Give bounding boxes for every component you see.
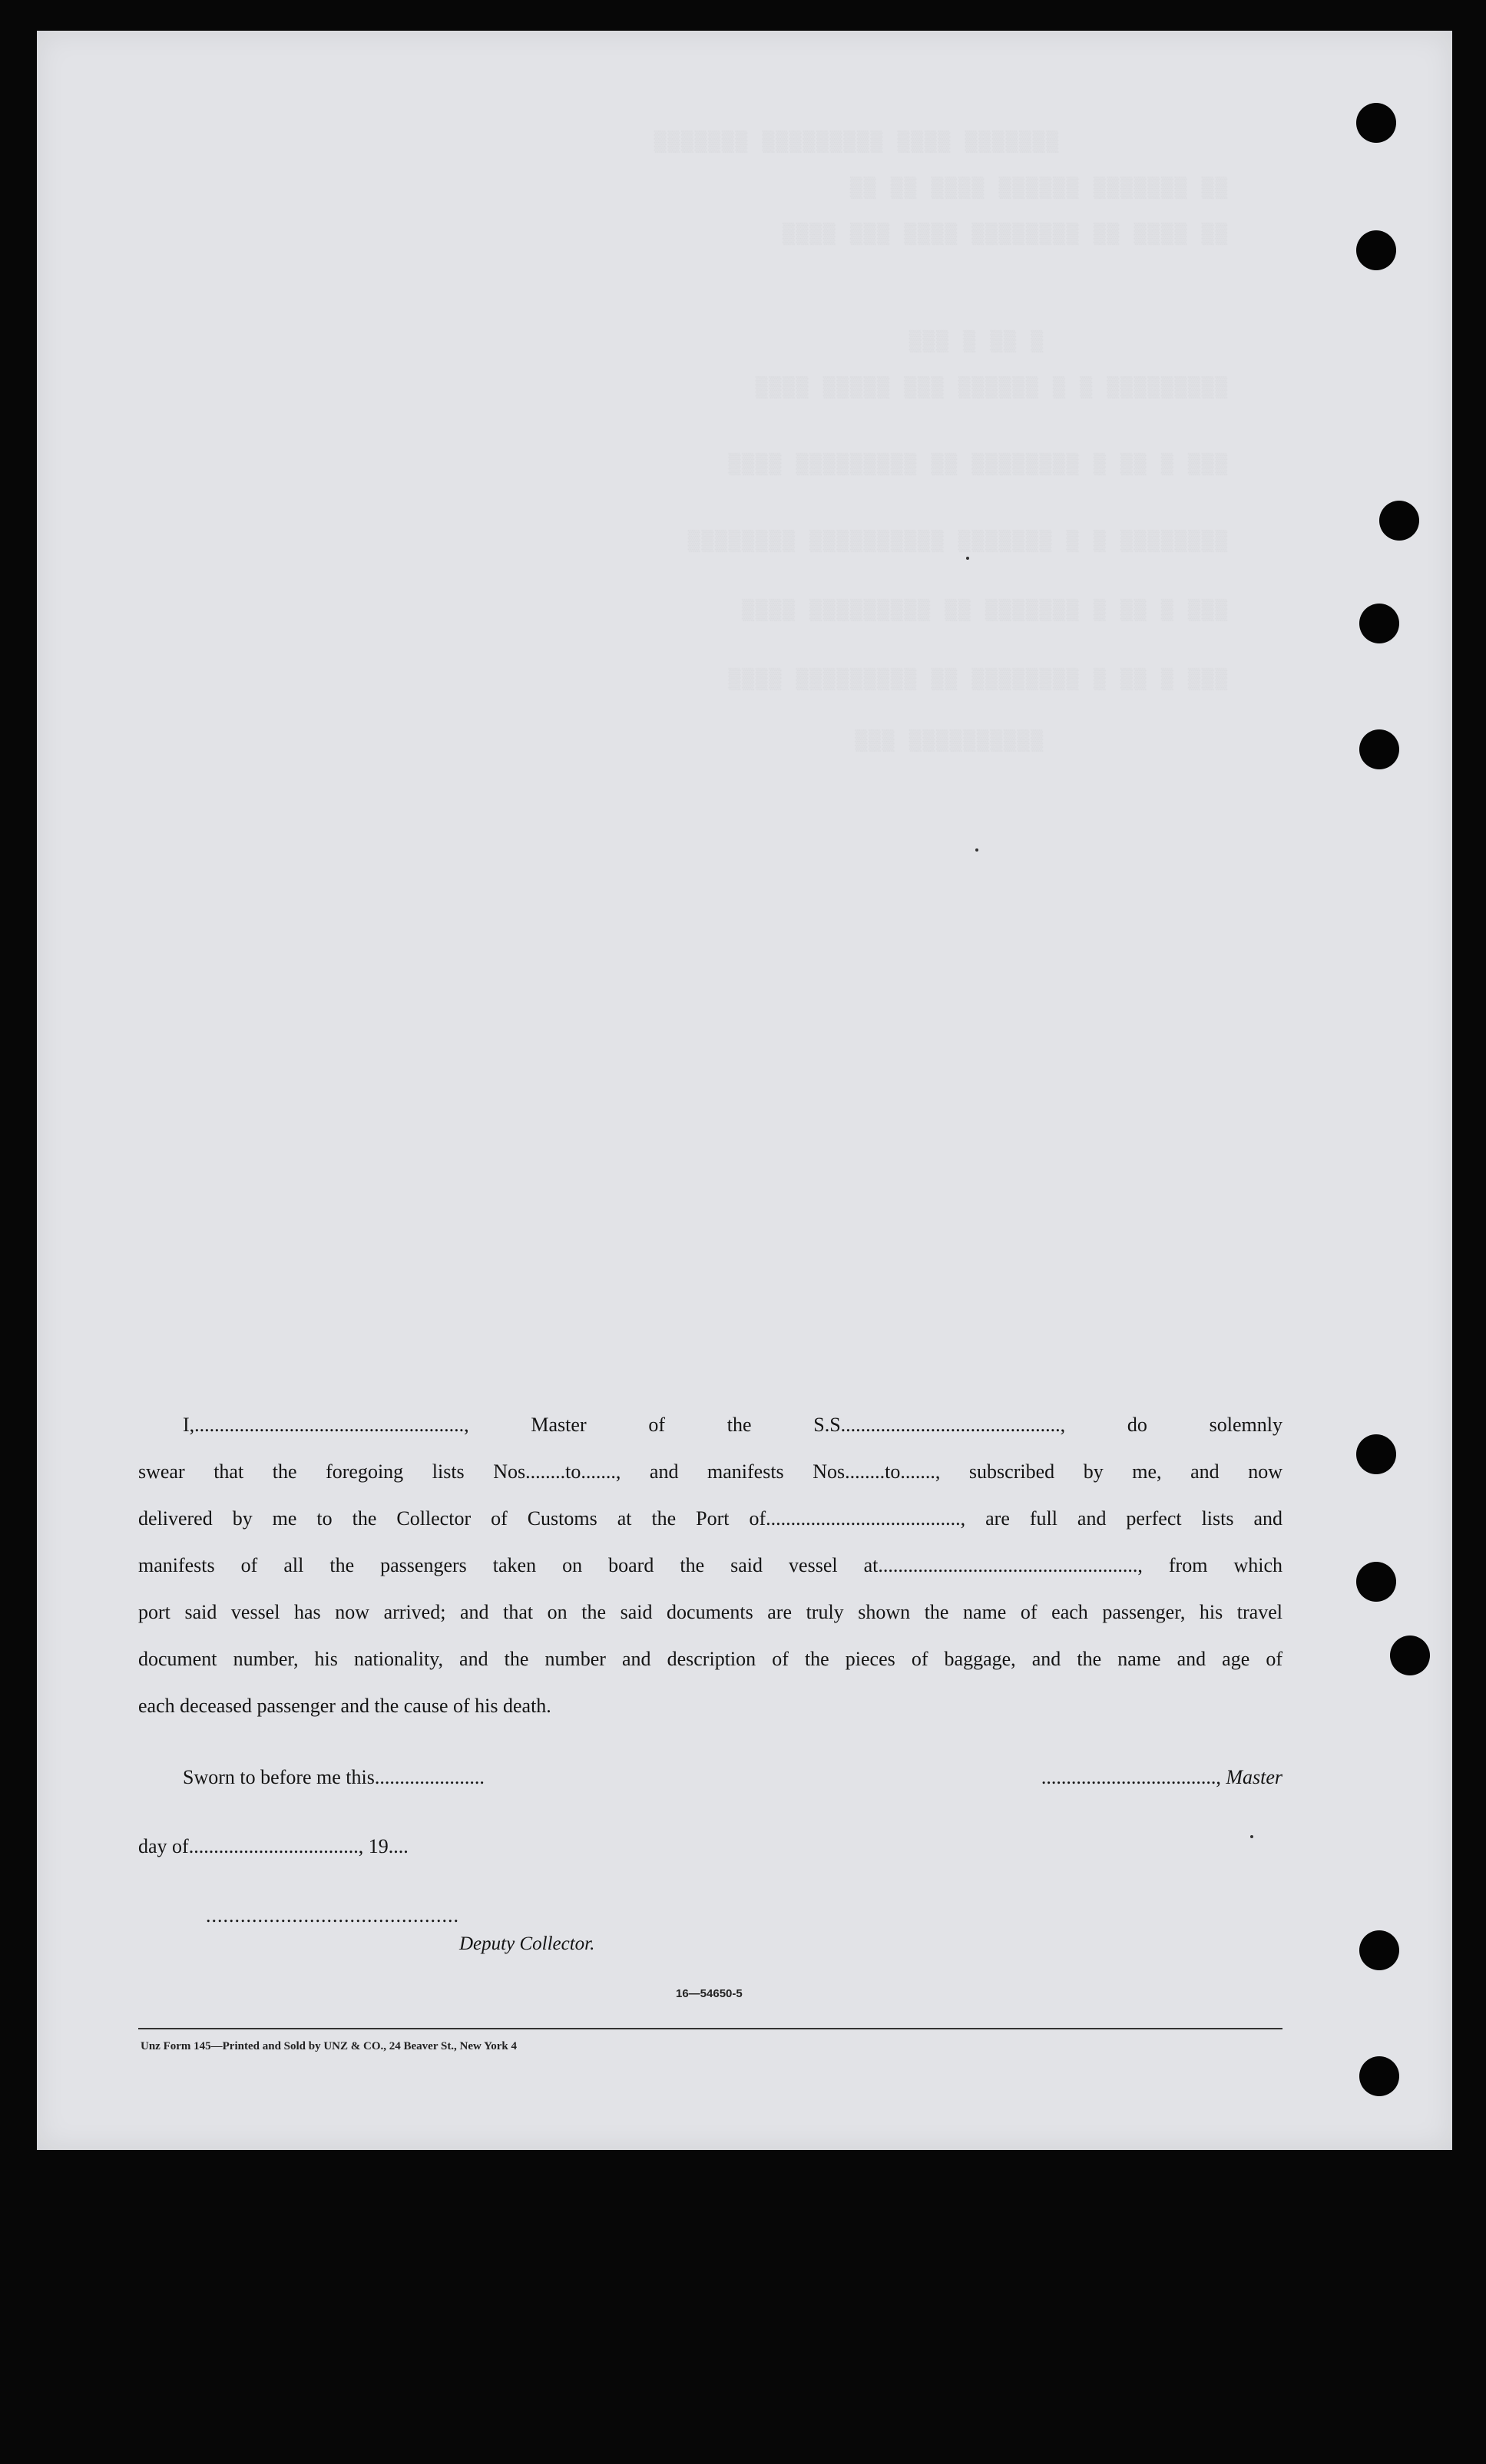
binder-hole (1359, 2056, 1399, 2096)
binder-hole (1359, 1930, 1399, 1970)
deputy-collector-label: Deputy Collector. (459, 1933, 595, 1954)
binder-hole (1356, 230, 1396, 270)
oath-line: each deceased passenger and the cause of his death. (138, 1695, 551, 1717)
binder-hole (1356, 1562, 1396, 1602)
form-code: 16—54650-5 (676, 1987, 743, 2000)
oath-line: port said vessel has now arrived; and that on the said documents are truly shown the name of each passenger, his travel (138, 1601, 1282, 1623)
binder-hole (1356, 1434, 1396, 1474)
oath-line: swear that the foregoing lists Nos........to......., and manifests Nos........to......., subscribed by me, and now (138, 1460, 1282, 1483)
divider (138, 2028, 1282, 2029)
master-signature-dots: ..................................., (1041, 1766, 1226, 1788)
sworn-row (138, 1766, 1282, 1804)
deputy-signature-line: ............................................ (206, 1904, 459, 1927)
binder-hole (1356, 103, 1396, 143)
binder-hole (1359, 729, 1399, 769)
binder-hole (1379, 501, 1419, 541)
document-page (37, 31, 1452, 2150)
sworn-statement: Sworn to before me this...................... (183, 1766, 485, 1788)
oath-paragraph (138, 1401, 1282, 1729)
printer-imprint: Unz Form 145—Printed and Sold by UNZ & CO., 24 Beaver St., New York 4 (141, 2040, 517, 2052)
oath-line: document number, his nationality, and the number and description of the pieces of baggage, and the name and age of (138, 1648, 1282, 1670)
oath-line: delivered by me to the Collector of Customs at the Port of......................................., are full and perfect lists and (138, 1507, 1282, 1530)
binder-hole (1390, 1636, 1430, 1675)
master-label: Master (1226, 1766, 1282, 1788)
oath-line: I,......................................................, Master of the S.S............................................, do solemnly (183, 1414, 1282, 1436)
day-line: day of.................................., 19.... (138, 1835, 409, 1857)
oath-line: manifests of all the passengers taken on board the said vessel at...................................................., from which (138, 1554, 1282, 1576)
binder-hole (1359, 604, 1399, 643)
master-signature-line (1041, 1766, 1282, 1789)
bleed-through-text: ▒▒▒▒▒▒▒ ▒▒▒▒ ▒▒▒▒▒▒▒▒▒ ▒▒▒▒▒▒▒ ▒▒ ▒▒▒▒▒▒▒ ▒▒▒▒▒▒ ▒▒▒▒ ▒▒ ▒▒ ▒▒ ▒▒▒▒ ▒▒ ▒▒▒▒▒▒▒▒ ▒▒▒▒ ▒▒▒ ▒▒▒▒ ▒ ▒▒ ▒ ▒▒▒ ▒▒▒▒▒▒▒▒▒ ▒ ▒ ▒▒▒▒▒▒ ▒▒▒ ▒▒▒▒▒ ▒▒▒▒ ▒▒▒ ▒ ▒▒ ▒ ▒▒▒▒▒▒▒▒ ▒▒ ▒▒▒▒▒▒▒▒▒ ▒▒▒▒ ▒▒▒▒▒▒▒▒ ▒ ▒ ▒▒▒▒▒▒▒ ▒▒▒▒▒▒▒▒▒▒ ▒▒▒▒▒▒▒▒ ▒▒▒ ▒ ▒▒ ▒ ▒▒▒▒▒▒▒ ▒▒ ▒▒▒▒▒▒▒▒▒ ▒▒▒▒ ▒▒▒ ▒ ▒▒ ▒ ▒▒▒▒▒▒▒▒ ▒▒ ▒▒▒▒▒▒▒▒▒ ▒▒▒▒ ▒▒▒▒▒▒▒▒▒▒ ▒▒▒ (652, 131, 1227, 752)
